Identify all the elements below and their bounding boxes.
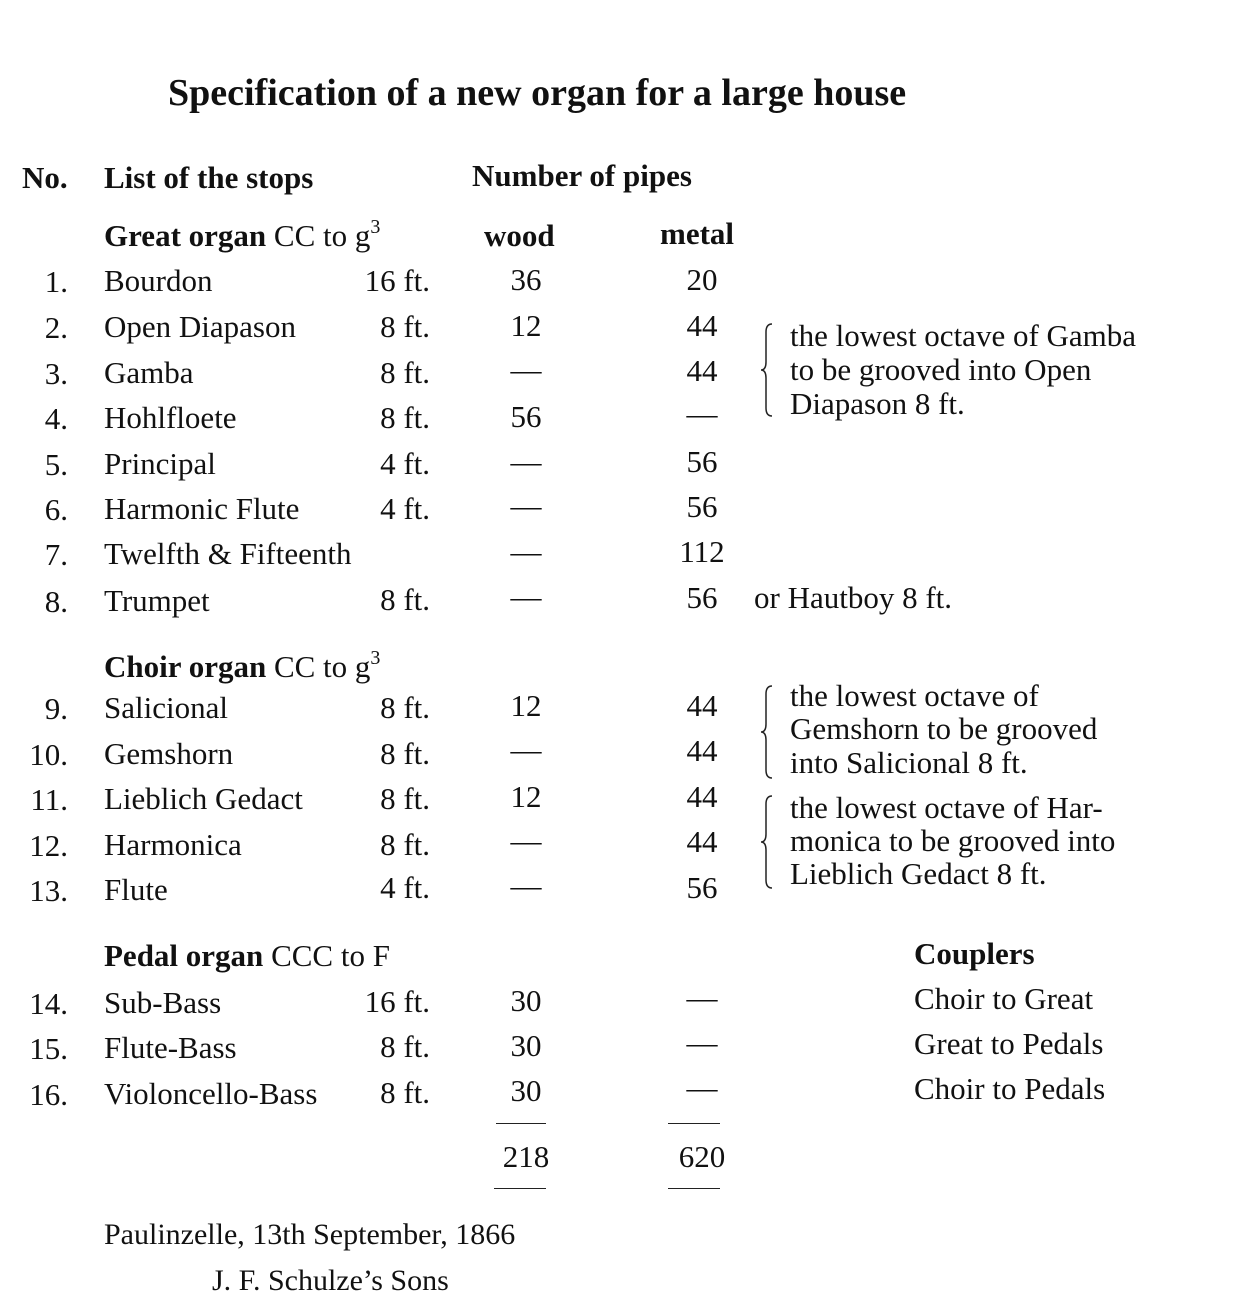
page-title: Specification of a new organ for a large house [168,72,907,114]
row-number: 4. [44,401,68,436]
stop-size: 8 ft. [380,582,430,617]
coupler-item: Choir to Great [914,981,1094,1016]
section-heading-pedal [104,940,390,971]
stop-name: Flute [104,872,168,907]
metal-count: 44 [686,824,718,859]
stop-name: Trumpet [104,583,210,618]
metal-count: 56 [686,444,718,479]
section-name: Great organ [104,218,267,253]
row-number: 6. [44,492,68,527]
header-pipes: Number of pipes [472,158,692,193]
note-harmonica-line: Lieblich Gedact 8 ft. [790,856,1047,891]
section-compass: CC to g [273,649,371,684]
compass-superscript: 3 [370,646,381,669]
stop-name: Twelfth & Fifteenth [104,536,352,571]
stop-size: 8 ft. [380,309,430,344]
wood-count: — [510,488,542,523]
stop-size: 4 ft. [380,491,430,526]
wood-count: — [510,444,542,479]
section-name: Choir organ [104,649,267,684]
stop-size: 8 ft. [380,690,430,725]
stop-name: Bourdon [104,263,213,298]
note-gemshorn-line: into Salicional 8 ft. [790,745,1028,780]
stop-size: 8 ft. [380,827,430,862]
row-number: 3. [44,356,68,391]
total-metal: 620 [678,1139,726,1174]
metal-count: — [686,1025,718,1060]
stop-size: 16 ft. [364,263,430,298]
brace-gemshorn-note [760,684,774,780]
wood-count: 12 [510,688,542,723]
wood-count: — [510,534,542,569]
metal-count: — [686,396,718,431]
wood-count: — [510,868,542,903]
stop-name: Flute-Bass [104,1030,237,1065]
wood-count: — [510,352,542,387]
stop-size: 4 ft. [380,446,430,481]
section-name: Pedal organ [104,938,264,973]
total-rule-wood [496,1123,546,1124]
row-number: 8. [44,584,68,619]
stop-name: Sub-Bass [104,985,222,1020]
row-number: 9. [44,691,68,726]
row-number: 14. [29,986,68,1021]
section-heading-choir [104,646,381,684]
wood-count: 56 [510,399,542,434]
row-number: 11. [30,782,68,817]
metal-count: 112 [679,534,725,569]
stop-size: 16 ft. [364,984,430,1019]
row-number: 5. [44,447,68,482]
firm-signature: J. F. Schulze’s Sons [212,1264,449,1297]
wood-count: 30 [510,1073,542,1108]
note-gamba-line: the lowest octave of Gamba [790,318,1137,353]
compass-superscript: 3 [370,215,381,238]
section-compass: CCC to F [271,938,390,973]
section-heading-great [104,215,381,253]
stop-size: 8 ft. [380,1075,430,1110]
stop-name: Open Diapason [104,309,296,344]
note-gemshorn-line: the lowest octave of [790,678,1039,713]
brace-gamba-note [760,322,774,418]
stop-name: Violoncello-Bass [104,1076,318,1111]
header-wood: wood [484,218,555,253]
total-wood: 218 [502,1139,550,1174]
metal-count: 44 [686,308,718,343]
stop-size: 8 ft. [380,781,430,816]
stop-name: Salicional [104,690,228,725]
stop-size: 8 ft. [380,355,430,390]
stop-name: Gemshorn [104,736,234,771]
stop-name: Principal [104,446,216,481]
stop-size: 8 ft. [380,400,430,435]
note-trumpet: or Hautboy 8 ft. [754,580,953,615]
row-number: 15. [29,1031,68,1066]
note-gamba-line: to be grooved into Open [790,352,1092,387]
stop-size: 8 ft. [380,736,430,771]
wood-count: 12 [510,308,542,343]
section-compass: CC to g [273,218,371,253]
metal-count: — [686,980,718,1015]
wood-count: 12 [510,779,542,814]
stop-size: 8 ft. [380,1029,430,1064]
note-harmonica-line: monica to be grooved into [790,823,1116,858]
note-gamba-line: Diapason 8 ft. [790,386,965,421]
note-harmonica-line: the lowest octave of Har- [790,790,1103,825]
stop-name: Lieblich Gedact [104,781,303,816]
row-number: 10. [29,737,68,772]
metal-count: 44 [686,733,718,768]
total-underline-wood [494,1188,546,1189]
brace-harmonica-note [760,794,774,890]
coupler-item: Great to Pedals [914,1026,1104,1061]
metal-count: 56 [686,870,718,905]
row-number: 7. [44,537,68,572]
place-date: Paulinzelle, 13th September, 1866 [104,1218,516,1251]
header-stops: List of the stops [104,160,314,195]
wood-count: 30 [510,1028,542,1063]
row-number: 12. [29,828,68,863]
total-rule-metal [668,1123,720,1124]
metal-count: — [686,1070,718,1105]
wood-count: 36 [510,262,542,297]
wood-count: — [510,579,542,614]
stop-name: Harmonic Flute [104,491,300,526]
row-number: 2. [44,310,68,345]
note-gemshorn-line: Gemshorn to be grooved [790,711,1098,746]
metal-count: 44 [686,353,718,388]
metal-count: 44 [686,779,718,814]
stop-name: Harmonica [104,827,242,862]
wood-count: 30 [510,983,542,1018]
metal-count: 56 [686,489,718,524]
header-no: No. [22,160,68,195]
stop-size: 4 ft. [380,870,430,905]
row-number: 13. [29,873,68,908]
row-number: 1. [44,264,68,299]
couplers-heading: Couplers [914,936,1035,971]
wood-count: — [510,732,542,767]
total-underline-metal [668,1188,720,1189]
metal-count: 20 [686,262,718,297]
row-number: 16. [29,1077,68,1112]
coupler-item: Choir to Pedals [914,1071,1106,1106]
stop-name: Gamba [104,355,194,390]
metal-count: 56 [686,580,718,615]
wood-count: — [510,823,542,858]
header-metal: metal [660,216,735,251]
metal-count: 44 [686,688,718,723]
stop-name: Hohlfloete [104,400,237,435]
